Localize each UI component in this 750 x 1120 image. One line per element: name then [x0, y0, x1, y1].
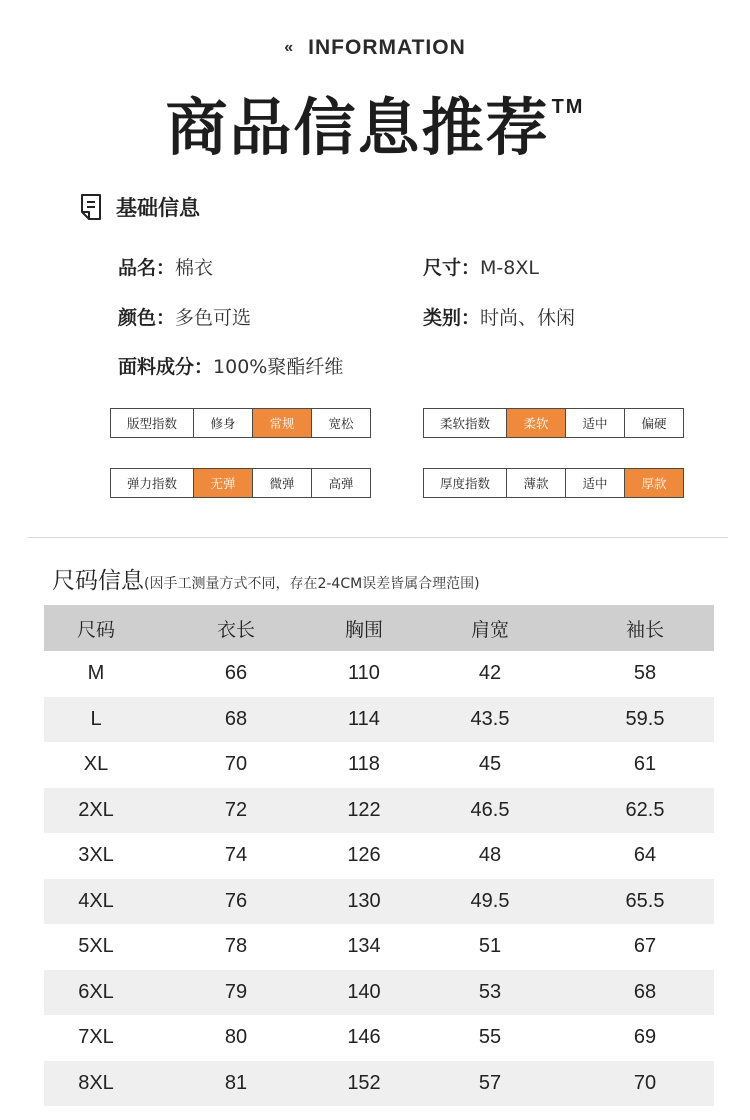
size-cell: 4XL	[44, 879, 148, 925]
measure-cell: 70	[224, 753, 248, 776]
field-key: 类别：	[423, 307, 481, 329]
size-table	[44, 605, 714, 1106]
page-title	[0, 78, 750, 167]
table-row	[44, 742, 714, 788]
size-cell: M	[87, 662, 105, 685]
field-key: 尺寸：	[423, 257, 481, 279]
basic-info-heading	[80, 192, 200, 222]
column-header: 袖长	[576, 605, 714, 651]
field-category	[423, 303, 575, 330]
table-row	[44, 788, 714, 834]
measure-cell: 61	[633, 753, 657, 776]
field-key: 品名：	[118, 257, 176, 279]
measure-cell: 140	[324, 970, 404, 1016]
scale-option: 宽松	[311, 408, 371, 438]
measure-cell: 64	[633, 844, 657, 867]
scale-label: 柔软指数	[423, 408, 507, 438]
trademark-mark: TM	[551, 96, 585, 118]
scale-option-selected: 常规	[252, 408, 312, 438]
measure-cell: 55	[478, 1026, 502, 1049]
scale-label: 版型指数	[110, 408, 194, 438]
measure-cell: 114	[324, 697, 404, 743]
measure-cell: 45	[478, 753, 502, 776]
size-info-title: 尺码信息	[52, 568, 144, 594]
page-title-text: 商品信息推荐	[165, 91, 550, 164]
column-header: 胸围	[324, 605, 404, 651]
table-row	[44, 1015, 714, 1061]
basic-info-title: 基础信息	[116, 196, 200, 220]
measure-cell: 134	[347, 935, 381, 958]
scale-option-selected: 无弹	[193, 468, 253, 498]
table-row	[44, 833, 714, 879]
measure-cell: 146	[347, 1026, 381, 1049]
table-row	[44, 697, 714, 743]
size-cell: L	[44, 697, 148, 743]
scale-label: 弹力指数	[110, 468, 194, 498]
scale-thickness	[423, 468, 684, 498]
measure-cell: 57	[404, 1061, 576, 1107]
measure-cell: 81	[148, 1061, 324, 1107]
table-row	[44, 924, 714, 970]
scale-option-selected: 柔软	[506, 408, 566, 438]
field-product-name	[118, 253, 213, 280]
field-size	[423, 253, 539, 280]
size-cell: 8XL	[44, 1061, 148, 1107]
field-color	[118, 303, 251, 330]
scale-label: 厚度指数	[423, 468, 507, 498]
measure-cell: 70	[576, 1061, 714, 1107]
size-cell: 2XL	[44, 788, 148, 834]
double-chevron-left-icon: «	[284, 39, 295, 56]
scale-option: 适中	[565, 468, 625, 498]
table-row	[44, 970, 714, 1016]
field-value: 100%聚酯纤维	[213, 356, 344, 378]
eyebrow-text: INFORMATION	[308, 36, 466, 59]
info-eyebrow	[0, 36, 750, 60]
measure-cell: 79	[148, 970, 324, 1016]
measure-cell: 67	[633, 935, 657, 958]
size-cell: 3XL	[78, 844, 114, 867]
measure-cell: 53	[404, 970, 576, 1016]
field-key: 颜色：	[118, 307, 176, 329]
measure-cell: 65.5	[576, 879, 714, 925]
column-header: 衣长	[148, 605, 324, 651]
field-value: 棉衣	[175, 257, 214, 279]
scale-option: 薄款	[506, 468, 566, 498]
measure-cell: 80	[224, 1026, 248, 1049]
measure-cell: 46.5	[404, 788, 576, 834]
size-cell: 7XL	[78, 1026, 114, 1049]
field-value: M-8XL	[480, 257, 539, 279]
table-row	[44, 879, 714, 925]
measure-cell: 59.5	[576, 697, 714, 743]
table-row	[44, 651, 714, 697]
scale-option: 修身	[193, 408, 253, 438]
measure-cell: 42	[478, 662, 502, 685]
section-divider	[28, 537, 728, 538]
scale-option: 高弹	[311, 468, 371, 498]
measure-cell: 48	[478, 844, 502, 867]
measure-cell: 74	[224, 844, 248, 867]
measure-cell: 49.5	[404, 879, 576, 925]
measure-cell: 122	[324, 788, 404, 834]
measure-cell: 130	[324, 879, 404, 925]
measure-cell: 43.5	[404, 697, 576, 743]
measure-cell: 126	[347, 844, 381, 867]
measure-cell: 72	[148, 788, 324, 834]
measure-cell: 66	[224, 662, 248, 685]
scale-softness	[423, 408, 684, 438]
scale-option: 微弹	[252, 468, 312, 498]
measure-cell: 68	[148, 697, 324, 743]
scale-option-selected: 厚款	[624, 468, 684, 498]
measure-cell: 68	[576, 970, 714, 1016]
field-key: 面料成分：	[118, 356, 214, 378]
measure-cell: 78	[224, 935, 248, 958]
scale-elastic	[110, 468, 371, 498]
scale-fit	[110, 408, 371, 438]
size-cell: 5XL	[78, 935, 114, 958]
table-row	[44, 1061, 714, 1107]
scale-option: 适中	[565, 408, 625, 438]
measure-cell: 51	[478, 935, 502, 958]
column-header: 尺码	[44, 605, 148, 651]
scale-option: 偏硬	[624, 408, 684, 438]
size-info-note: (因手工测量方式不同，存在2-4CM误差皆属合理范围)	[144, 576, 480, 592]
measure-cell: 62.5	[576, 788, 714, 834]
measure-cell: 110	[348, 662, 380, 685]
field-value: 时尚、休闲	[480, 307, 576, 329]
measure-cell: 152	[324, 1061, 404, 1107]
column-header: 肩宽	[404, 605, 576, 651]
measure-cell: 58	[633, 662, 657, 685]
size-info-heading	[52, 562, 480, 595]
measure-cell: 118	[348, 753, 380, 776]
document-icon	[80, 193, 102, 221]
size-cell: XL	[83, 753, 109, 776]
measure-cell: 69	[633, 1026, 657, 1049]
field-fabric	[118, 352, 343, 379]
table-header-row	[44, 605, 714, 651]
measure-cell: 76	[148, 879, 324, 925]
field-value: 多色可选	[175, 307, 252, 329]
size-cell: 6XL	[44, 970, 148, 1016]
